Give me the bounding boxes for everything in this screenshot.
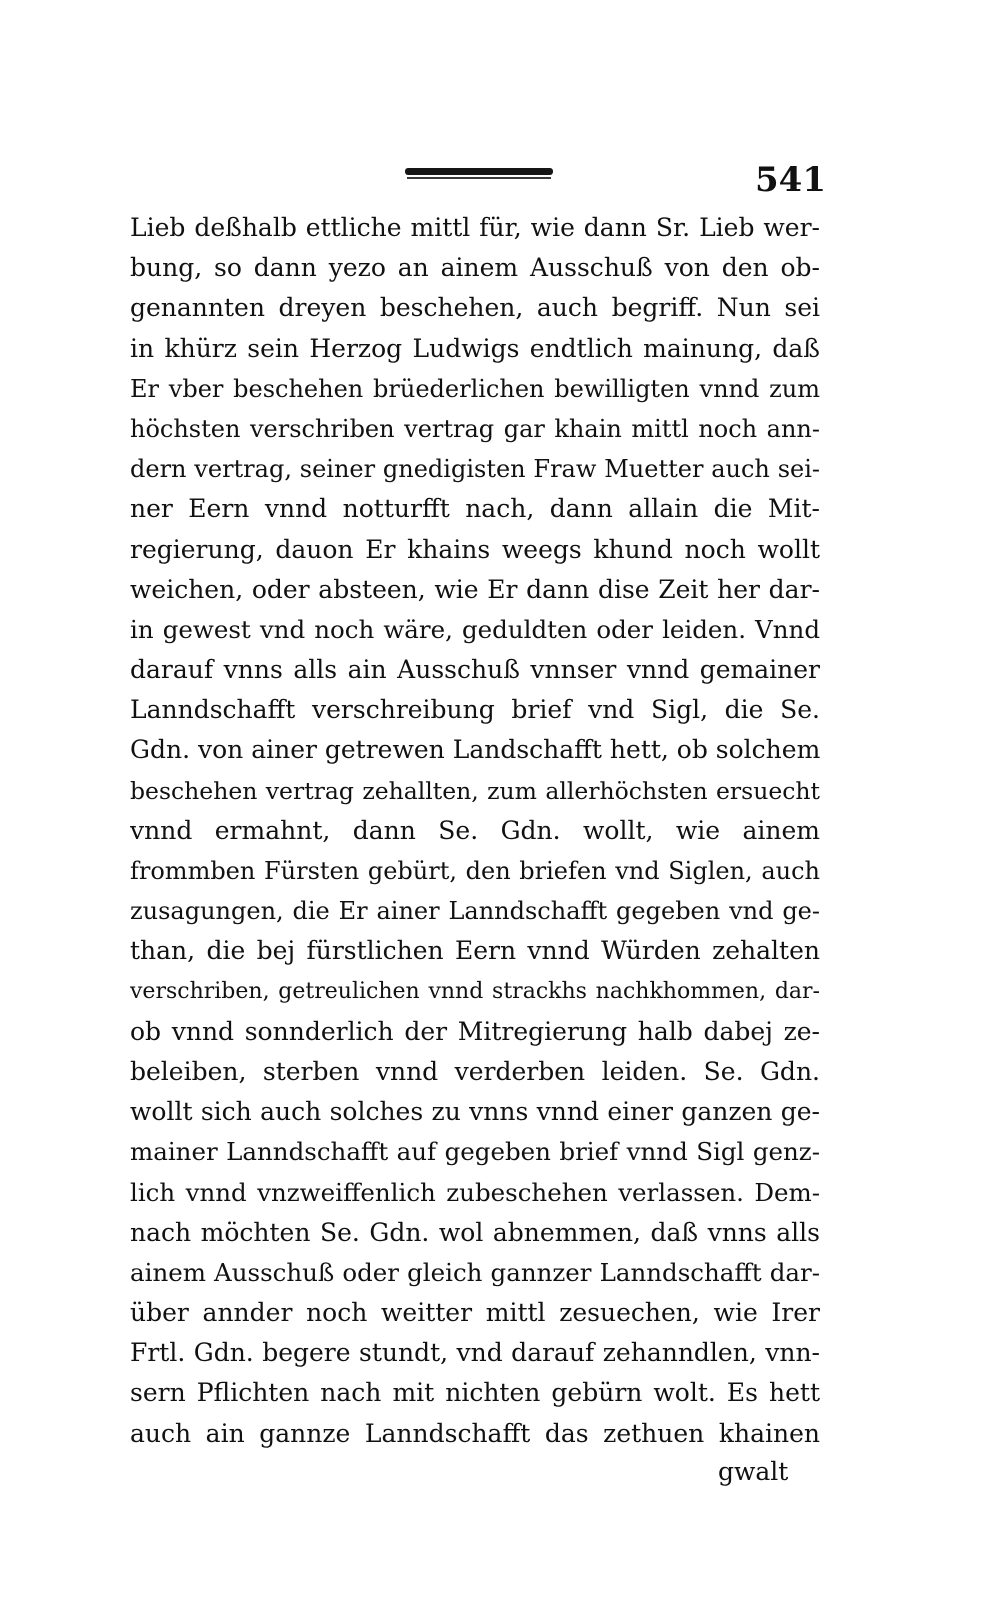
text-line: Lieb deßhalb ettliche mittl für, wie dann Sr. Lieb wer- (130, 213, 820, 242)
text-line: wollt sich auch solches zu vnns vnnd einer ganzen ge- (130, 1097, 820, 1127)
body-text (130, 208, 820, 1454)
catchword: gwalt (718, 1457, 789, 1486)
text-line: darauf vnns alls ain Ausschuß vnnser vnnd gemainer (130, 655, 820, 685)
text-line: höchsten verschriben vertrag gar khain mittl noch ann- (130, 414, 820, 443)
text-line: ainem Ausschuß oder gleich gannzer Lanndschafft dar- (130, 1257, 820, 1287)
text-line: frommben Fürsten gebürt, den briefen vnd Siglen, auch (130, 857, 820, 885)
text-line: auch ain gannze Lanndschafft das zethuen khainen (130, 1418, 820, 1448)
text-line: beschehen vertrag zehallten, zum allerhöchsten ersuecht (130, 776, 820, 805)
text-line: über annder noch weitter mittl zesuechen, wie Irer (130, 1298, 820, 1328)
text-line: verschriben, getreulichen vnnd strackhs nachkhommen, dar- (130, 978, 820, 1004)
header-rule-thick (405, 168, 553, 175)
text-line: Gdn. von ainer getrewen Landschafft hett, ob solchem (130, 735, 820, 765)
text-line: ob vnnd sonnderlich der Mitregierung halb dabej ze- (130, 1016, 820, 1046)
text-line: dern vertrag, seiner gnedigisten Fraw Muetter auch sei- (130, 455, 820, 484)
page-number: 541 (755, 160, 826, 200)
header-rule-thin (407, 177, 551, 179)
text-line: lich vnnd vnzweiffenlich zubeschehen verlassen. Dem- (130, 1177, 820, 1207)
text-line: in khürz sein Herzog Ludwigs endtlich mainung, daß (130, 333, 820, 363)
text-line: bung, so dann yezo an ainem Ausschuß von den ob- (130, 253, 820, 283)
text-line: than, die bej fürstlichen Eern vnnd Würden zehalten (130, 936, 820, 966)
text-line: nach möchten Se. Gdn. wol abnemmen, daß vnns alls (130, 1217, 820, 1247)
text-line: regierung, dauon Er khains weegs khund noch wollt (130, 534, 820, 564)
header-rule (405, 168, 553, 180)
text-line: weichen, oder absteen, wie Er dann dise Zeit her dar- (130, 574, 820, 604)
text-line: Lanndschafft verschreibung brief vnd Sigl, die Se. (130, 695, 820, 725)
text-line: ner Eern vnnd notturfft nach, dann allain die Mit- (130, 494, 820, 524)
text-line: Frtl. Gdn. begere stundt, vnd darauf zehanndlen, vnn- (130, 1338, 820, 1368)
text-line: Er vber beschehen brüederlichen bewilligten vnnd zum (130, 374, 820, 403)
text-line: in gewest vnd noch wäre, geduldten oder leiden. Vnnd (130, 614, 820, 644)
text-line: mainer Lanndschafft auf gegeben brief vnnd Sigl genz- (130, 1137, 820, 1167)
text-line: beleiben, sterben vnnd verderben leiden. Se. Gdn. (130, 1056, 820, 1086)
text-line: genannten dreyen beschehen, auch begriff. Nun sei (130, 293, 820, 323)
text-line: zusagungen, die Er ainer Lanndschafft gegeben vnd ge- (130, 897, 820, 926)
text-line: sern Pflichten nach mit nichten gebürn wolt. Es hett (130, 1378, 820, 1408)
text-line: vnnd ermahnt, dann Se. Gdn. wollt, wie ainem (130, 815, 820, 845)
